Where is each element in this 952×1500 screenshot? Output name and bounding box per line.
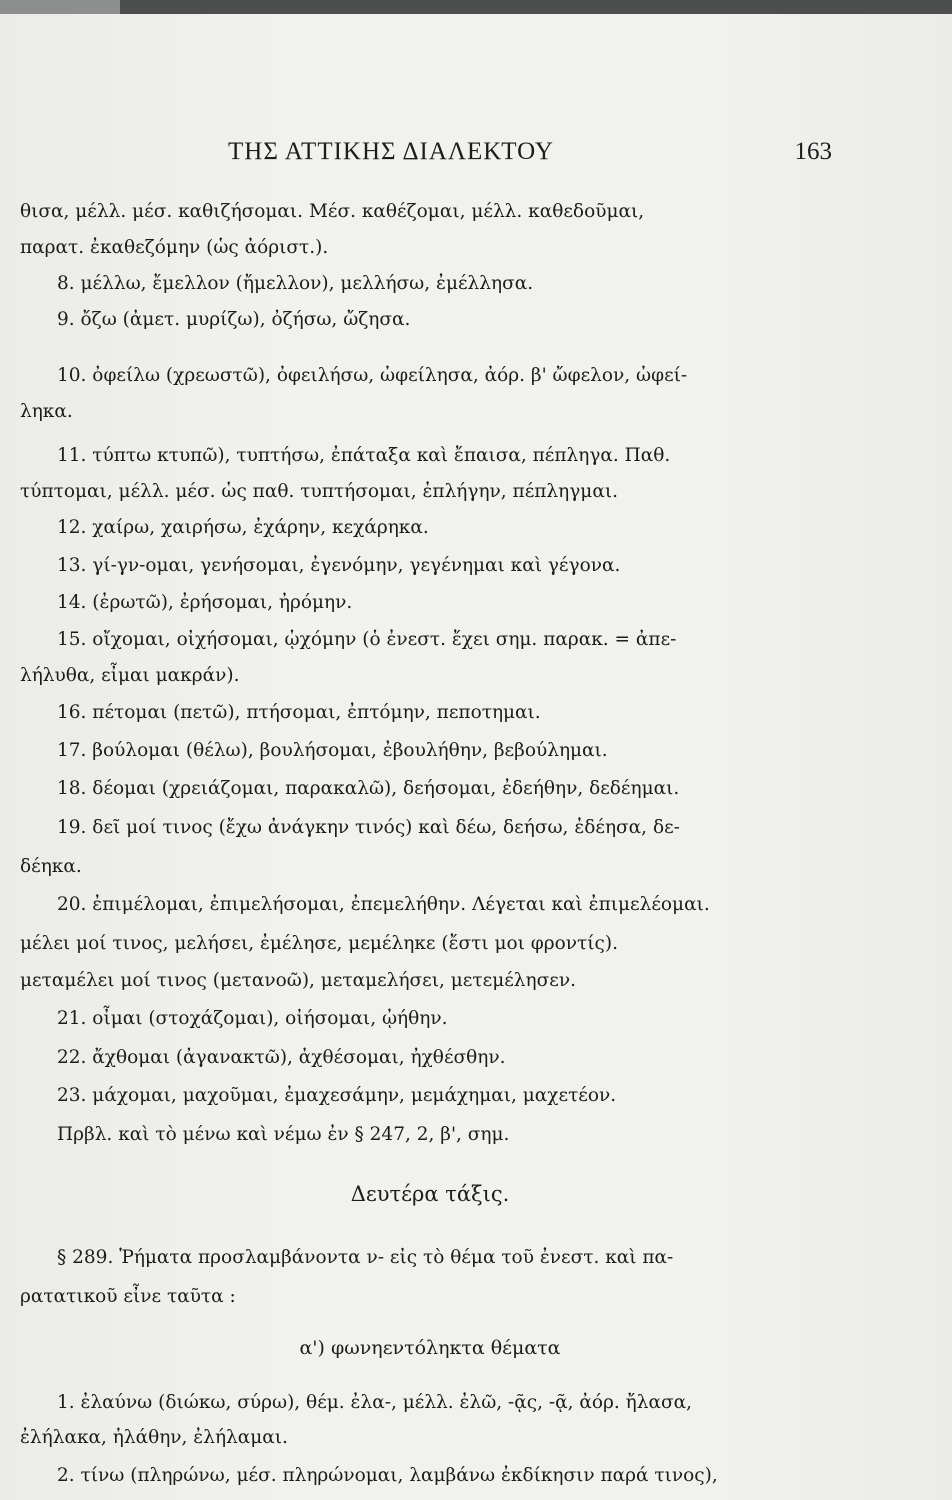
text-line: 9. ὄζω (ἀμετ. μυρίζω), ὀζήσω, ὤζησα. xyxy=(20,309,411,330)
page-header xyxy=(20,138,832,174)
page-number: 163 xyxy=(794,138,832,165)
text-line: 14. (ἐρωτῶ), ἐρήσομαι, ἠρόμην. xyxy=(20,592,353,613)
section-heading: Δευτέρα τάξις. xyxy=(350,1182,510,1206)
text-line: 18. δέομαι (χρειάζομαι, παρακαλῶ), δεήσομαι, ἐδεήθην, δεδέημαι. xyxy=(20,778,680,799)
text-line: 1. ἐλαύνω (διώκω, σύρω), θέμ. ἐλα-, μέλλ. ἐλῶ, -ᾷς, -ᾷ, ἀόρ. ἤλασα, xyxy=(20,1392,692,1413)
text-line: λήλυθα, εἶμαι μακράν). xyxy=(20,665,240,686)
subsection-heading: α') φωνηεντόληκτα θέματα xyxy=(299,1337,561,1359)
text-line: 10. ὀφείλω (χρεωστῶ), ὀφειλήσω, ὠφείλησα, ἀόρ. β' ὤφελον, ὠφεί- xyxy=(20,365,688,386)
text-line: 11. τύπτω κτυπῶ), τυπτήσω, ἐπάταξα καὶ ἔπαισα, πέπληγα. Παθ. xyxy=(20,445,671,466)
text-line: 19. δεῖ μοί τινος (ἔχω ἀνάγκην τινός) καὶ δέω, δεήσω, ἐδέησα, δε- xyxy=(20,817,680,838)
text-line: ἐλήλακα, ἠλάθην, ἐλήλαμαι. xyxy=(20,1427,288,1448)
text-line: § 289. Ῥήματα προσλαμβάνοντα ν- εἰς τὸ θέμα τοῦ ἐνεστ. καὶ πα- xyxy=(20,1247,674,1268)
text-line: Πρβλ. καὶ τὸ μένω καὶ νέμω ἐν § 247, 2, β', σημ. xyxy=(20,1124,510,1145)
text-line: 16. πέτομαι (πετῶ), πτήσομαι, ἐπτόμην, πεποτημαι. xyxy=(20,702,541,723)
text-line: ληκα. xyxy=(20,401,73,422)
text-line: 8. μέλλω, ἔμελλον (ἤμελλον), μελλήσω, ἐμέλλησα. xyxy=(20,273,534,294)
text-line: παρατ. ἐκαθεζόμην (ὡς ἀόριστ.). xyxy=(20,237,329,258)
text-line: 21. οἶμαι (στοχάζομαι), οἰήσομαι, ᾠήθην. xyxy=(20,1008,448,1029)
scan-top-edge-highlight xyxy=(0,0,120,14)
text-line: 17. βούλομαι (θέλω), βουλήσομαι, ἐβουλήθην, βεβούλημαι. xyxy=(20,740,608,761)
scan-top-edge xyxy=(0,0,952,14)
text-line: 2. τίνω (πληρώνω, μέσ. πληρώνομαι, λαμβάνω ἐκδίκησιν παρά τινος), xyxy=(20,1465,718,1486)
text-line: τύπτομαι, μέλλ. μέσ. ὡς παθ. τυπτήσομαι, ἐπλήγην, πέπληγμαι. xyxy=(20,481,618,502)
text-line: 22. ἄχθομαι (ἀγανακτῶ), ἀχθέσομαι, ἠχθέσθην. xyxy=(20,1047,506,1068)
text-line: θισα, μέλλ. μέσ. καθιζήσομαι. Μέσ. καθέζομαι, μέλλ. καθεδοῦμαι, xyxy=(20,201,645,222)
text-line: 20. ἐπιμέλομαι, ἐπιμελήσομαι, ἐπεμελήθην. Λέγεται καὶ ἐπιμελέομαι. xyxy=(20,894,710,915)
text-line: μέλει μοί τινος, μελήσει, ἐμέλησε, μεμέληκε (ἔστι μοι φροντίς). xyxy=(20,933,618,954)
text-line: 15. οἴχομαι, οἰχήσομαι, ᾠχόμην (ὁ ἐνεστ. ἔχει σημ. παρακ. = ἀπε- xyxy=(20,629,677,650)
text-line: 13. γί-γν-ομαι, γενήσομαι, ἐγενόμην, γεγένημαι καὶ γέγονα. xyxy=(20,555,621,576)
text-line: 23. μάχομαι, μαχοῦμαι, ἐμαχεσάμην, μεμάχημαι, μαχετέον. xyxy=(20,1085,617,1106)
text-line: μεταμέλει μοί τινος (μετανοῶ), μεταμελήσει, μετεμέλησεν. xyxy=(20,970,576,991)
running-title: ΤΗΣ ΑΤΤΙΚΗΣ ΔΙΑΛΕΚΤΟΥ xyxy=(228,138,554,165)
text-line: 12. χαίρω, χαιρήσω, ἐχάρην, κεχάρηκα. xyxy=(20,517,429,538)
text-line: ρατατικοῦ εἶνε ταῦτα : xyxy=(20,1286,236,1307)
text-line: δέηκα. xyxy=(20,856,82,877)
